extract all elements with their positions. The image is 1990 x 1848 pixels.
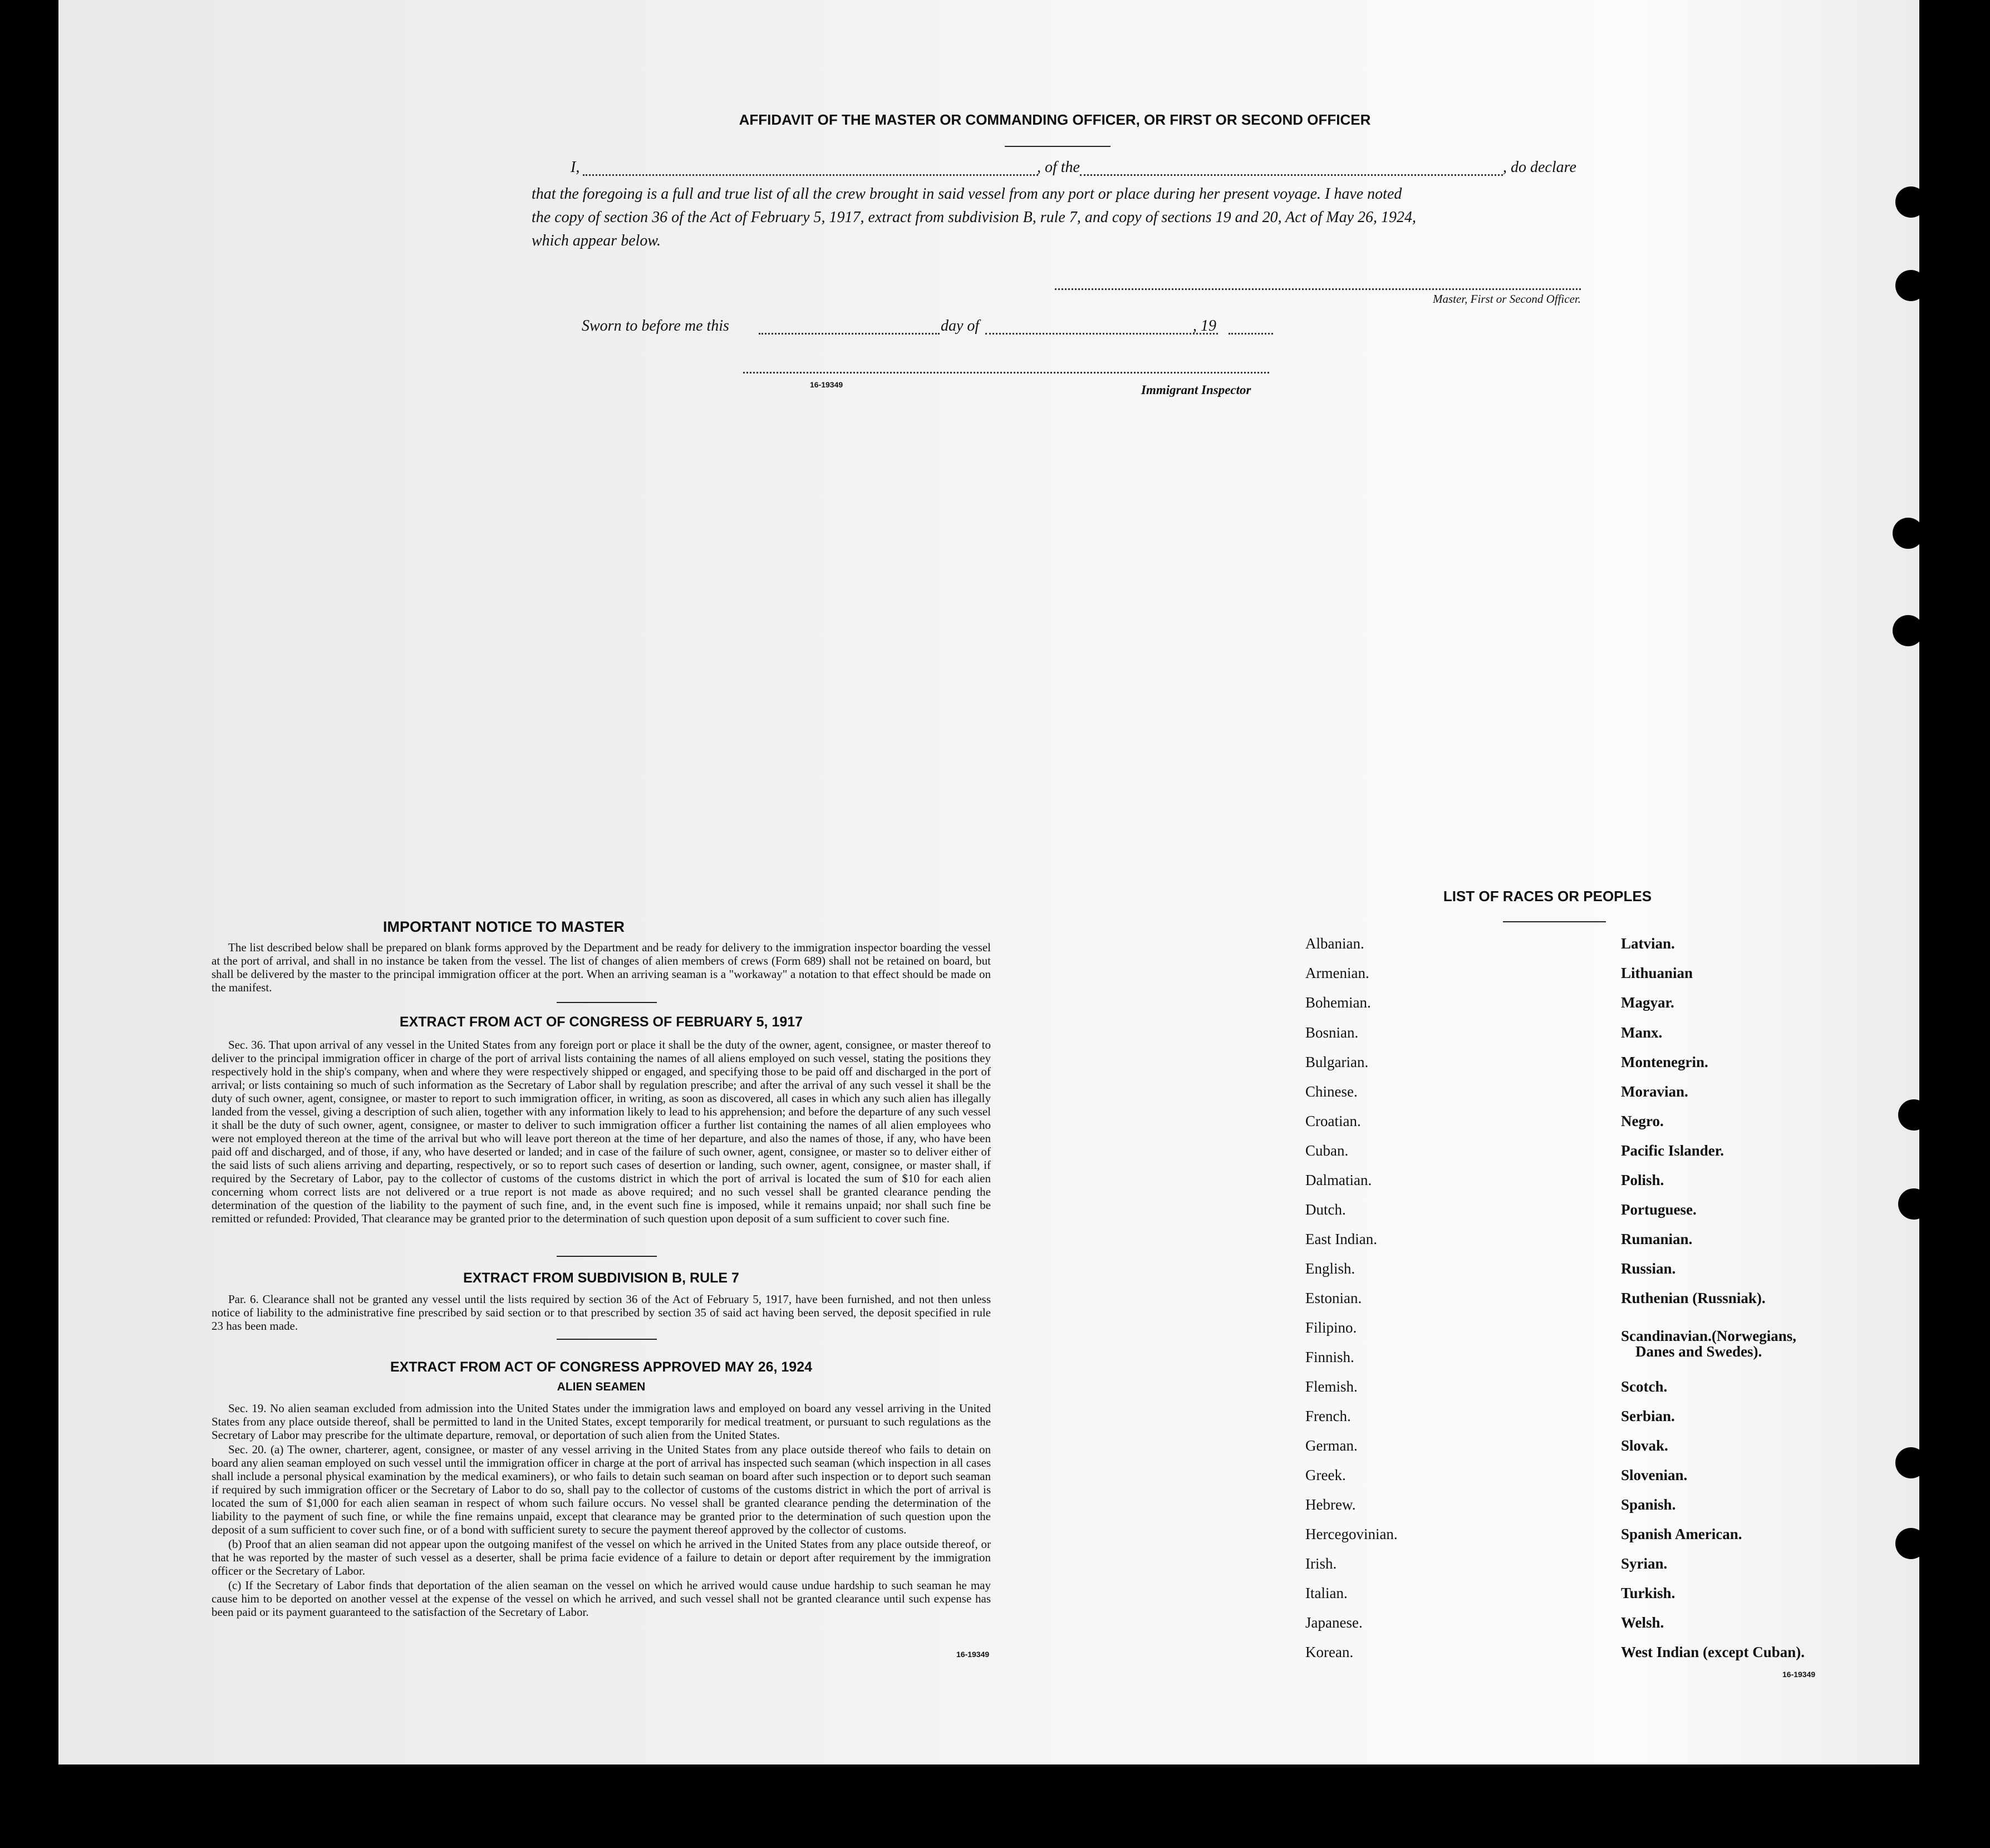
race-item: Bosnian. [1305,1024,1359,1041]
punch-hole [1895,1447,1927,1478]
sworn-day-blank-line [759,333,940,335]
sworn-prefix: Sworn to before me this [582,317,729,335]
race-item: Welsh. [1621,1614,1664,1631]
affidavit-declare-label: , do declare [1503,159,1576,176]
extract-1924-title: EXTRACT FROM ACT OF CONGRESS APPROVED MAY 26, 1924 [390,1359,813,1375]
race-item: Latvian. [1621,935,1675,952]
race-item: Moravian. [1621,1083,1688,1100]
section-20b-paragraph: (b) Proof that an alien seaman did not appear upon the outgoing manifest of the vessel on which he arrived in the United States from any place outside thereof, or that he was reported by the master of such vessel as a deserter, shall be prima facie evidence of a failure to detain or deport after requirement by the immigration officer or the Secretary of Labor. [212,1537,991,1577]
race-item: Hebrew. [1305,1496,1356,1513]
race-item: Spanish. [1621,1496,1676,1513]
race-item: Slovenian. [1621,1467,1688,1483]
race-item: English. [1305,1260,1355,1277]
sworn-line [582,317,1277,340]
race-item: Scotch. [1621,1378,1668,1395]
sworn-day-label: day of [941,317,980,335]
race-item: Montenegrin. [1621,1054,1708,1070]
race-item: German. [1305,1437,1358,1454]
race-item: Greek. [1305,1467,1346,1483]
race-item: Ruthenian (Russniak). [1621,1290,1766,1306]
race-item: Polish. [1621,1172,1664,1188]
affidavit-body-line: that the foregoing is a full and true list of all the crew brought in said vessel from any port or place during her present voyage. I have noted [532,185,1402,203]
notice-paragraph: The list described below shall be prepared on blank forms approved by the Department and be ready for delivery to the immigration inspector boarding the vessel at the port of arrival, and shall in no instance be taken from the vessel. The list of changes of alien members of crews (Form 689) shall not be retained on board, but shall be delivered by the master to the principal immigration officer at the port. When an arriving seaman is a "workaway" a notation to that effect should be made on the manifest. [212,941,991,994]
race-item: Scandinavian.(Norwegians, [1621,1328,1797,1344]
affidavit-line1 [571,159,1584,181]
race-item: Portuguese. [1621,1201,1697,1218]
race-item: Flemish. [1305,1378,1358,1395]
race-item: French. [1305,1408,1351,1424]
race-item: Serbian. [1621,1408,1675,1424]
race-item: Irish. [1305,1555,1337,1572]
master-caption: Master, First or Second Officer. [1433,292,1581,306]
race-item: Magyar. [1621,994,1674,1011]
extract-1917-title: EXTRACT FROM ACT OF CONGRESS OF FEBRUARY 5, 1917 [399,1014,803,1030]
punch-hole [1898,1099,1929,1131]
sworn-year-label: , 19 [1193,317,1216,335]
inspector-caption: Immigrant Inspector [1141,383,1251,397]
divider [1005,146,1111,147]
race-item: Rumanian. [1621,1231,1693,1247]
master-signature-line [1055,288,1581,290]
races-form-number: 16-19349 [1782,1670,1816,1679]
race-item: Spanish American. [1621,1526,1742,1542]
divider [557,1002,657,1003]
sworn-year-blank-line [1229,333,1273,335]
section-20a-paragraph: Sec. 20. (a) The owner, charterer, agent, consignee, or master of any vessel arriving in the United States from any place outside thereof who fails to detain on board any alien seaman employed on such vessel until the immigration officer in charge at the port of arrival has inspected such seaman (which inspection in all cases shall include a personal physical examination by the medical examiners), or who fails to detain such seaman on board after such inspection or to deport such seaman if required by such immigration officer or the Secretary of Labor to do so, shall pay to the collector of customs of the customs district in which the port of arrival is located the sum of $1,000 for each alien seaman in respect of whom such failure occurs. No vessel shall be granted clearance pending the determination of the liability to the payment of such fine, or while the fine remains unpaid, except that clearance may be granted prior to the determination of such question upon the deposit of a sum sufficient to cover such fine, or of a bond with sufficient surety to secure the payment thereof approved by the collector of customs. [212,1443,991,1536]
race-item: Bulgarian. [1305,1054,1369,1070]
section-20c-paragraph: (c) If the Secretary of Labor finds that deportation of the alien seaman on the vessel on which he arrived would cause undue hardship to such seaman he may cause him to be deported on another vessel at the expense of the vessel on which he arrived, and such vessel shall not be granted clearance until such expense has been paid or its payment guaranteed to the satisfaction of the Secretary of Labor. [212,1579,991,1619]
sworn-month-blank-line [985,333,1218,335]
section-36-paragraph: Sec. 36. That upon arrival of any vessel in the United States from any foreign port or place it shall be the duty of the owner, agent, consignee, or master thereof to deliver to the principal immigration officer in charge of the port of arrival lists containing the names of all aliens employed on such vessel, stating the positions they respectively hold in the ship's company, when and where they were respectively shipped or engaged, and specifying those to be paid off and discharged in the port of arrival; or lists containing so much of such information as the Secretary of Labor shall by regulation prescribe; and after the arrival of any such vessel it shall be the duty of such owner, agent, consignee, or master to report to such immigration officer, in writing, as soon as discovered, all cases in which any such alien has illegally landed from the vessel, giving a description of such alien, together with any information likely to lead to his apprehension; and before the departure of any such vessel it shall be the duty of such owner, agent, consignee, or master to deliver to such immigration officer a further list containing the names of all alien employees who were not employed thereon at the time of the arrival but who will leave port thereon at the time of her departure, and also the names of those, if any, who have been paid off and discharged, and of those, if any, who have deserted or landed; and in case of the failure of such owner, agent, consignee, or master so to deliver either of the said lists of such aliens arriving and departing, respectively, or so to report such cases of desertion or landing, such owner, agent, consignee, or master shall, if required by the Secretary of Labor, pay to the collector of customs of the customs district in which the port of arrival is located the sum of $10 for each alien concerning whom correct lists are not delivered or a true report is not made as above required; and no such vessel shall be granted clearance pending the determination of the question of the liability to the payment of such fine, and, in the event such fine is imposed, while it remains unpaid; nor shall such fine be remitted or refunded: Provided, That clearance may be granted prior to the determination of such question upon deposit of a sum sufficient to cover such fine. [212,1038,991,1225]
punch-hole [1898,1188,1929,1220]
punch-hole [1893,518,1924,549]
race-item: Turkish. [1621,1585,1675,1601]
race-item: Manx. [1621,1024,1663,1041]
race-item: Dalmatian. [1305,1172,1372,1188]
race-item: Pacific Islander. [1621,1142,1724,1159]
race-item: East Indian. [1305,1231,1377,1247]
punch-hole [1895,1528,1927,1559]
race-item: Lithuanian [1621,965,1693,981]
races-title: LIST OF RACES OR PEOPLES [1443,888,1652,905]
race-item: Cuban. [1305,1142,1349,1159]
race-item: West Indian (except Cuban). [1621,1644,1805,1660]
race-item: Finnish. [1305,1349,1354,1365]
paragraph-6: Par. 6. Clearance shall not be granted any vessel until the lists required by section 36 of the Act of February 5, 1917, have been furnished, and not then unless notice of liability to the administrative fine prescribed by said section or to that prescribed by section 35 of said act having been served, the deposit specified in rule 23 has been made. [212,1292,991,1333]
race-item: Dutch. [1305,1201,1346,1218]
name-blank-line [583,174,1038,176]
race-item: Japanese. [1305,1614,1363,1631]
race-item: Negro. [1621,1113,1664,1129]
alien-seamen-subtitle: ALIEN SEAMEN [557,1380,646,1393]
affidavit-body-line: the copy of section 36 of the Act of February 5, 1917, extract from subdivision B, rule 7, and copy of sections 19 and 20, Act of May 26, 1924, [532,209,1417,226]
affidavit-of-label: , of the [1037,159,1080,176]
punch-hole [1895,186,1927,218]
divider [557,1339,657,1340]
race-item: Russian. [1621,1260,1676,1277]
race-item: Filipino. [1305,1319,1357,1336]
race-item: Albanian. [1305,935,1364,952]
notice-text [212,941,991,995]
section-19-paragraph: Sec. 19. No alien seaman excluded from admission into the United States under the immigration laws and employed on board any vessel arriving in the United States from any place outside thereof, shall be permitted to land in the United States, except temporarily for medical treatment, or pursuant to such regulations as the Secretary of Labor may prescribe for the ultimate departure, removal, or deportation of such alien from the United States. [212,1402,991,1442]
race-item: Hercegovinian. [1305,1526,1398,1542]
race-item: Armenian. [1305,965,1369,981]
race-item: Chinese. [1305,1083,1358,1100]
race-item: Syrian. [1621,1555,1668,1572]
affidavit-form-number: 16-19349 [810,380,843,389]
extract-form-number: 16-19349 [956,1650,990,1659]
divider [1503,921,1606,922]
rule7-text [212,1292,991,1334]
affidavit-i-label: I, [571,159,580,176]
divider [557,1256,657,1257]
race-item: Korean. [1305,1644,1354,1660]
notice-title: IMPORTANT NOTICE TO MASTER [383,918,625,935]
race-item: Estonian. [1305,1290,1362,1306]
race-item: Danes and Swedes). [1635,1343,1762,1360]
extract-1917-text [212,1038,991,1226]
race-item: Bohemian. [1305,994,1371,1011]
punch-hole [1893,615,1924,646]
race-item: Slovak. [1621,1437,1668,1454]
affidavit-body-line: which appear below. [532,232,661,249]
race-item: Italian. [1305,1585,1348,1601]
affidavit-body [532,183,1584,253]
vessel-blank-line [1080,174,1503,176]
rule7-title: EXTRACT FROM SUBDIVISION B, RULE 7 [463,1270,739,1286]
inspector-signature-line [743,372,1269,373]
punch-hole [1895,270,1927,301]
affidavit-title: AFFIDAVIT OF THE MASTER OR COMMANDING OFFICER, OR FIRST OR SECOND OFFICER [739,111,1371,128]
extract-1924-text [212,1402,991,1620]
race-item: Croatian. [1305,1113,1361,1129]
